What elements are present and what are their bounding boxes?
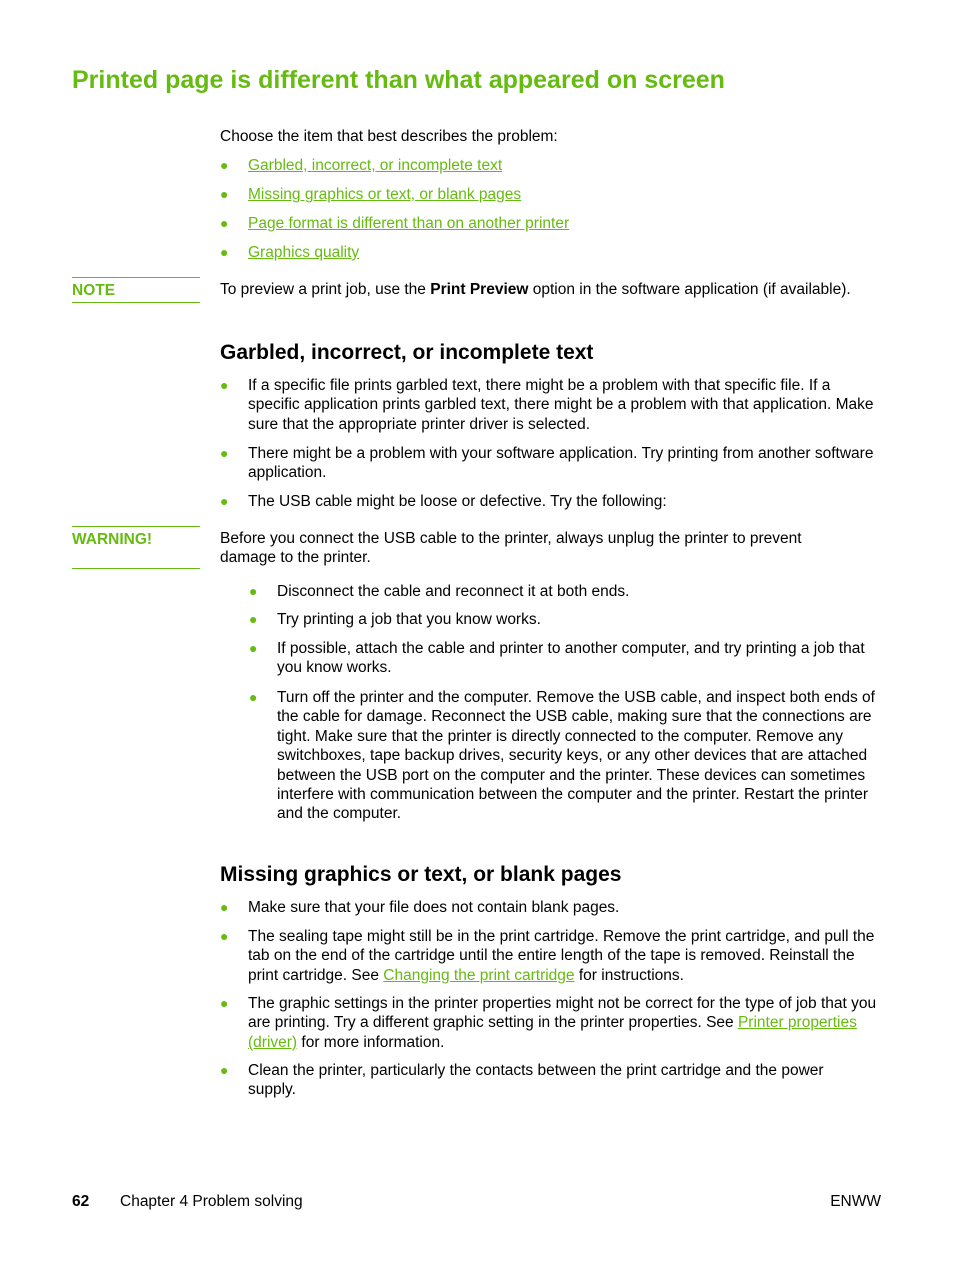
note-label: NOTE (72, 282, 116, 299)
list-item: ● Try printing a job that you know works. (249, 611, 541, 628)
bullet-icon: ● (220, 157, 229, 173)
intro-text: Choose the item that best describes the problem: (220, 128, 558, 145)
bullet-icon: ● (220, 493, 229, 509)
list-item: ● Make sure that your file does not contain blank pages. (220, 899, 620, 916)
page-title: Printed page is different than what appeared on screen (72, 66, 725, 94)
list-item: ● Clean the printer, particularly the contacts between the print cartridge and the power supply. (220, 1062, 824, 1099)
bullet-icon: ● (220, 899, 229, 915)
note-text: To preview a print job, use the Print Preview option in the software application (if available). (220, 281, 851, 298)
bullet-icon: ● (220, 377, 229, 393)
bullet-icon: ● (249, 611, 258, 627)
list-item (220, 243, 878, 262)
list-item: ● Disconnect the cable and reconnect it at both ends. (249, 583, 630, 600)
list-item: ● The USB cable might be loose or defective. Try the following: (220, 493, 667, 510)
list-item (220, 214, 878, 233)
list-item: ● The sealing tape might still be in the print cartridge. Remove the print cartridge, and pull the tab on the end of the cartridge until the entire length of the tape is removed. Reinstall the print cartridge. See Changing the print cartridge for instructions. (220, 928, 875, 984)
note-rule-bottom (72, 302, 200, 303)
link-changing-cartridge[interactable]: Changing the print cartridge (383, 966, 575, 984)
warning-rule-bottom (72, 568, 200, 569)
bullet-icon: ● (220, 445, 229, 461)
list-item (220, 156, 878, 175)
bullet-icon: ● (249, 640, 258, 656)
list-item: ● If possible, attach the cable and printer to another computer, and try printing a job that you know works. (249, 640, 865, 677)
link-graphics-quality[interactable]: Graphics quality (248, 244, 360, 261)
bullet-icon: ● (220, 186, 229, 202)
list-item (220, 185, 878, 204)
warning-rule-top (72, 526, 200, 527)
bullet-icon: ● (249, 583, 258, 599)
footer-right: ENWW (830, 1193, 881, 1210)
footer-chapter: Chapter 4 Problem solving (120, 1193, 303, 1210)
bullet-icon: ● (220, 215, 229, 231)
link-missing-graphics[interactable]: Missing graphics or text, or blank pages (248, 186, 522, 203)
link-printer-properties[interactable]: Printer properties (driver) (248, 1014, 857, 1051)
bullet-icon: ● (220, 995, 229, 1011)
list-item: ● If a specific file prints garbled text, there might be a problem with that specific file. If a specific application prints garbled text, there might be a problem with that application. Make sure that the appropriate printer driver is selected. (220, 377, 874, 433)
link-page-format[interactable]: Page format is different than on another printer (248, 215, 570, 232)
section-heading-garbled: Garbled, incorrect, or incomplete text (220, 341, 594, 364)
list-item: ● Turn off the printer and the computer. Remove the USB cable, and inspect both ends of the cable for damage. Reconnect the USB cable, making sure that the connections are tight. Make sure that the printer is directly connected to the computer. Remove any switchboxes, tape backup drives, security keys, or any other devices that are attached between the USB port on the computer and the printer. These devices can sometimes interfere with communication between the computer and the printer. Restart the printer and the computer. (249, 689, 875, 823)
note-rule-top (72, 277, 200, 278)
warning-text: Before you connect the USB cable to the printer, always unplug the printer to prevent damage to the printer. (220, 530, 802, 567)
bullet-icon: ● (220, 1062, 229, 1078)
bullet-icon: ● (220, 928, 229, 944)
link-garbled-text[interactable]: Garbled, incorrect, or incomplete text (248, 157, 503, 174)
list-item: ● The graphic settings in the printer properties might not be correct for the type of job that you are printing. Try a different graphic setting in the printer properties. See Printer properties (driver) for more information. (220, 995, 877, 1051)
page-number: 62 (72, 1193, 90, 1210)
bullet-icon: ● (220, 244, 229, 260)
list-item: ● There might be a problem with your software application. Try printing from another software application. (220, 445, 874, 482)
bullet-icon: ● (249, 689, 258, 705)
warning-label: WARNING! (72, 531, 153, 548)
section-heading-missing: Missing graphics or text, or blank pages (220, 863, 622, 886)
